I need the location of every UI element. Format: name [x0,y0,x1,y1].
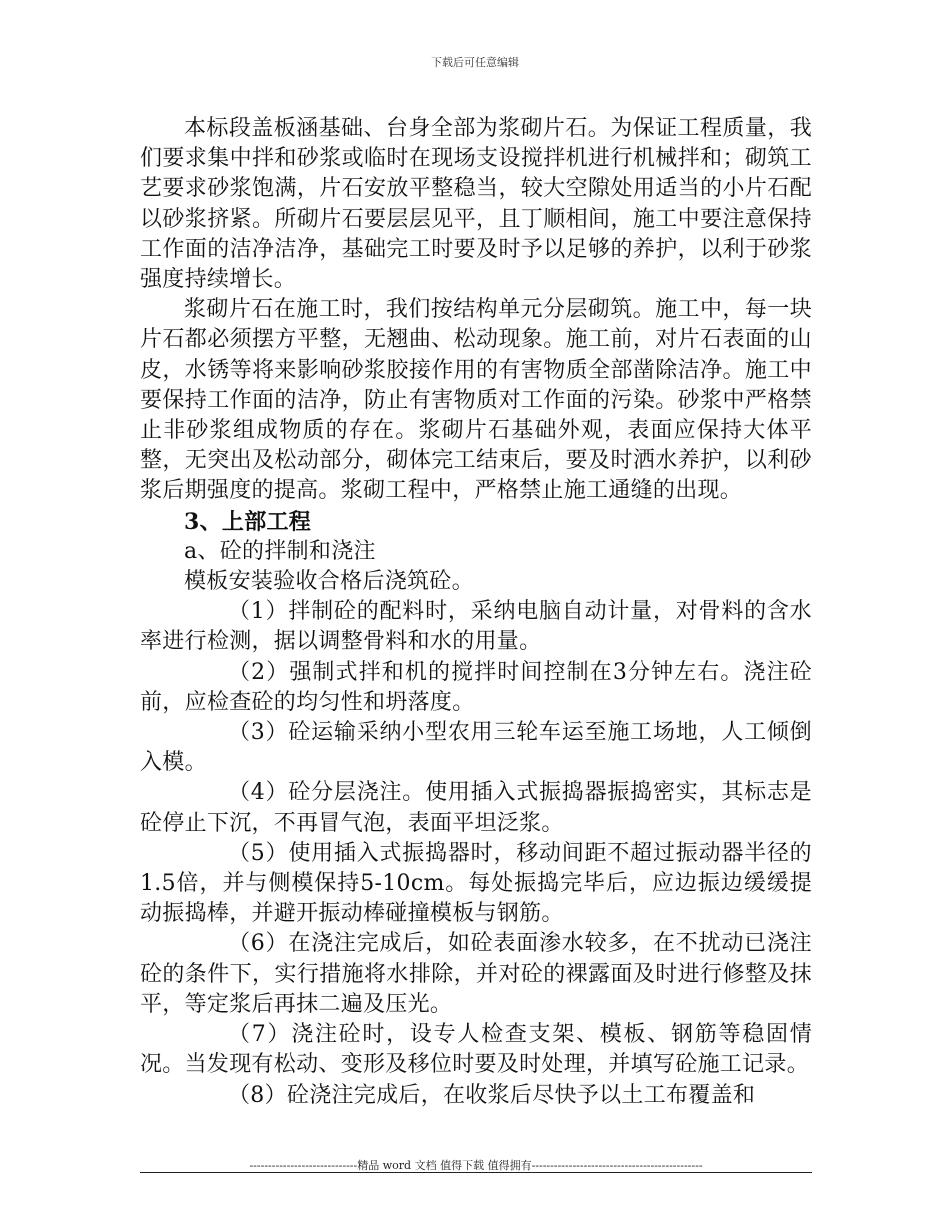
list-item-8: （8）砼浇注完成后，在收浆后尽快予以土工布覆盖和 [228,1082,756,1108]
list-item-4: （4）砼分层浇注。使用插入式振捣器振捣密实，其标志是砼停止下沉，不再冒气泡，表面平坦泛浆。 [140,780,812,836]
paragraph-masonry-construction: 浆砌片石在施工时，我们按结构单元分层砌筑。施工中，每一块片石都必须摆方平整，无翘曲、松动现象。施工前，对片石表面的山皮，水锈等将来影响砂浆胶接作用的有害物质全部凿除洁净。施工中要保持工作面的洁净，防止有害物质对工作面的污染。砂浆中严格禁止非砂浆组成物质的存在。浆砌片石基础外观，表面应保持大体平整，无突出及松动部分，砌体完工结束后，要及时洒水养护，以利砂浆后期强度的提高。浆砌工程中，严格禁止施工通缝的出现。 [140,297,812,504]
list-item-5: （5）使用插入式振捣器时，移动间距不超过振动器半径的1.5倍，并与侧模保持5-10cm。每处振捣完毕后，应边振边缓缓提动振捣棒，并避开振动棒碰撞模板与钢筋。 [140,840,812,927]
list-item-6: （6）在浇注完成后，如砼表面渗水较多，在不扰动已浇注砼的条件下，实行措施将水排除，并对砼的裸露面及时进行修整及抹平，等定浆后再抹二遍及压光。 [140,931,812,1017]
footer-divider [140,1172,812,1173]
page-header: 下载后可任意编辑 [431,56,519,69]
list-item-2: （2）强制式拌和机的搅拌时间控制在3分钟左右。浇注砼前，应检查砼的均匀性和坍落度。 [140,659,812,715]
list-item-7: （7）浇注砼时，设专人检查支架、模板、钢筋等稳固情况。当发现有松动、变形及移位时要及时处理，并填写砼施工记录。 [140,1022,812,1078]
paragraph-masonry-foundation: 本标段盖板涵基础、台身全部为浆砌片石。为保证工程质量，我们要求集中拌和砂浆或临时在现场支设搅拌机进行机械拌和；砌筑工艺要求砂浆饱满，片石安放平整稳当，较大空隙处用适当的小片石配以砂浆挤紧。所砌片石要层层见平，且丁顺相间，施工中要注意保持工作面的洁净洁净，基础完工时要及时予以足够的养护，以利于砂浆强度持续增长。 [140,116,812,293]
list-item-3: （3）砼运输采纳小型农用三轮车运至施工场地，人工倾倒入模。 [140,720,812,776]
page-footer: -----------------------------精品 word 文档 值得下载 值得拥有---------------------------------------------- [249,1159,703,1172]
paragraph-formwork-intro: 模板安装验收合格后浇筑砼。 [184,569,474,595]
document-body [140,114,812,1111]
list-item-1: （1）拌制砼的配料时，采纳电脑自动计量，对骨料的含水率进行检测，据以调整骨料和水的用量。 [140,599,812,655]
section-heading-superstructure: 3、上部工程 [184,508,312,535]
subheading-concrete-mixing: a、砼的拌制和浇注 [184,538,376,564]
